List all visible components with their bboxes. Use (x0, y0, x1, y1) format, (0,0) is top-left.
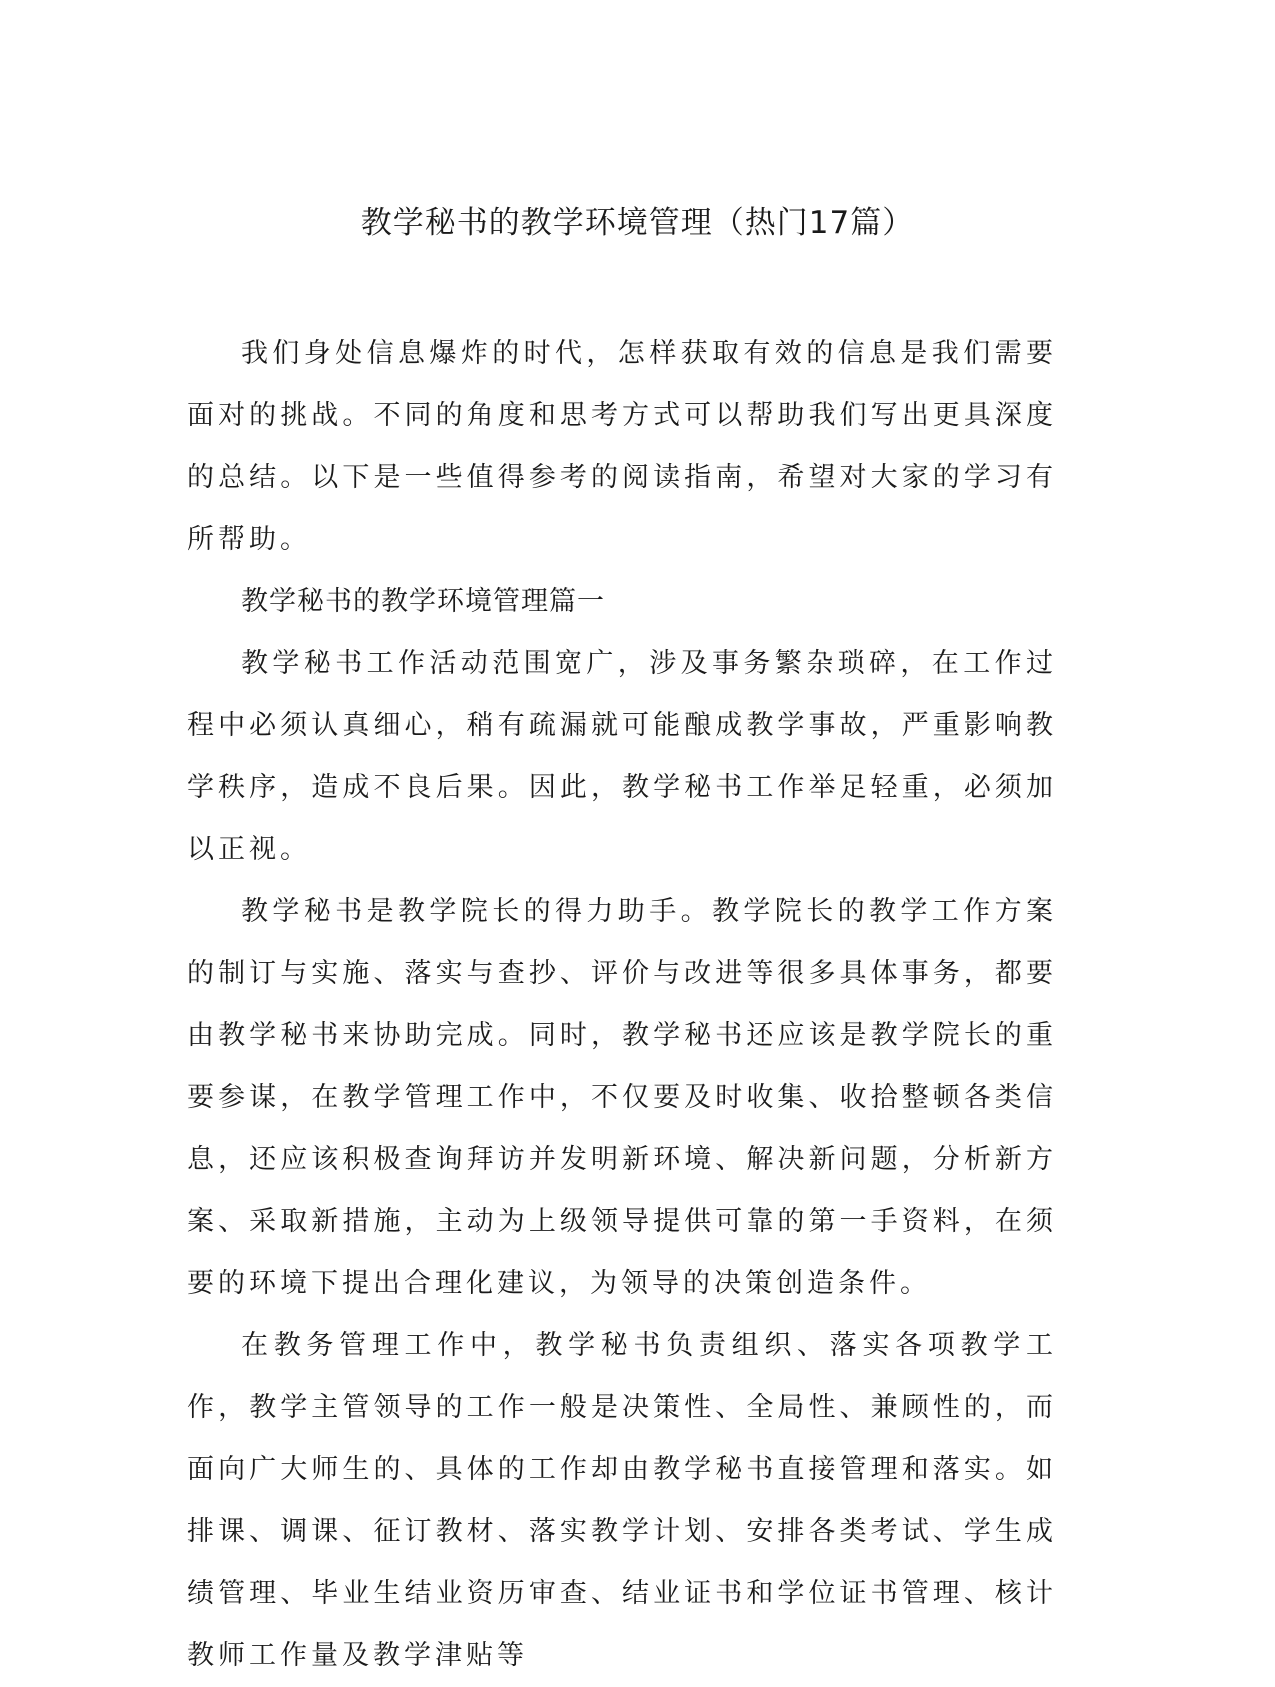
document-body (187, 323, 1057, 1687)
section-heading: 教学秘书的教学环境管理篇一 (241, 586, 605, 617)
intro-paragraph: 我们身处信息爆炸的时代，怎样获取有效的信息是我们需要面对的挑战。不同的角度和思考方式可以帮助我们写出更具深度的总结。以下是一些值得参考的阅读指南，希望对大家的学习有所帮助。 (187, 338, 1057, 555)
body-paragraph-2: 教学秘书是教学院长的得力助手。教学院长的教学工作方案的制订与实施、落实与查抄、评价与改进等很多具体事务，都要由教学秘书来协助完成。同时，教学秘书还应该是教学院长的重要参谋，在教学管理工作中，不仅要及时收集、收拾整顿各类信息，还应该积极查询拜访并发明新环境、解决新问题，分析新方案、采取新措施，主动为上级领导提供可靠的第一手资料，在须要的环境下提出合理化建议，为领导的决策创造条件。 (187, 896, 1057, 1299)
document-title: 教学秘书的教学环境管理（热门17篇） (360, 204, 915, 241)
body-paragraph-1: 教学秘书工作活动范围宽广，涉及事务繁杂琐碎，在工作过程中必须认真细心，稍有疏漏就可能酿成教学事故，严重影响教学秩序，造成不良后果。因此，教学秘书工作举足轻重，必须加以正视。 (187, 648, 1057, 865)
body-paragraph-3: 在教务管理工作中，教学秘书负责组织、落实各项教学工作，教学主管领导的工作一般是决策性、全局性、兼顾性的，而面向广大师生的、具体的工作却由教学秘书直接管理和落实。如排课、调课、征订教材、落实教学计划、安排各类考试、学生成绩管理、毕业生结业资历审查、结业证书和学位证书管理、核计教师工作量及教学津贴等 (187, 1330, 1057, 1671)
